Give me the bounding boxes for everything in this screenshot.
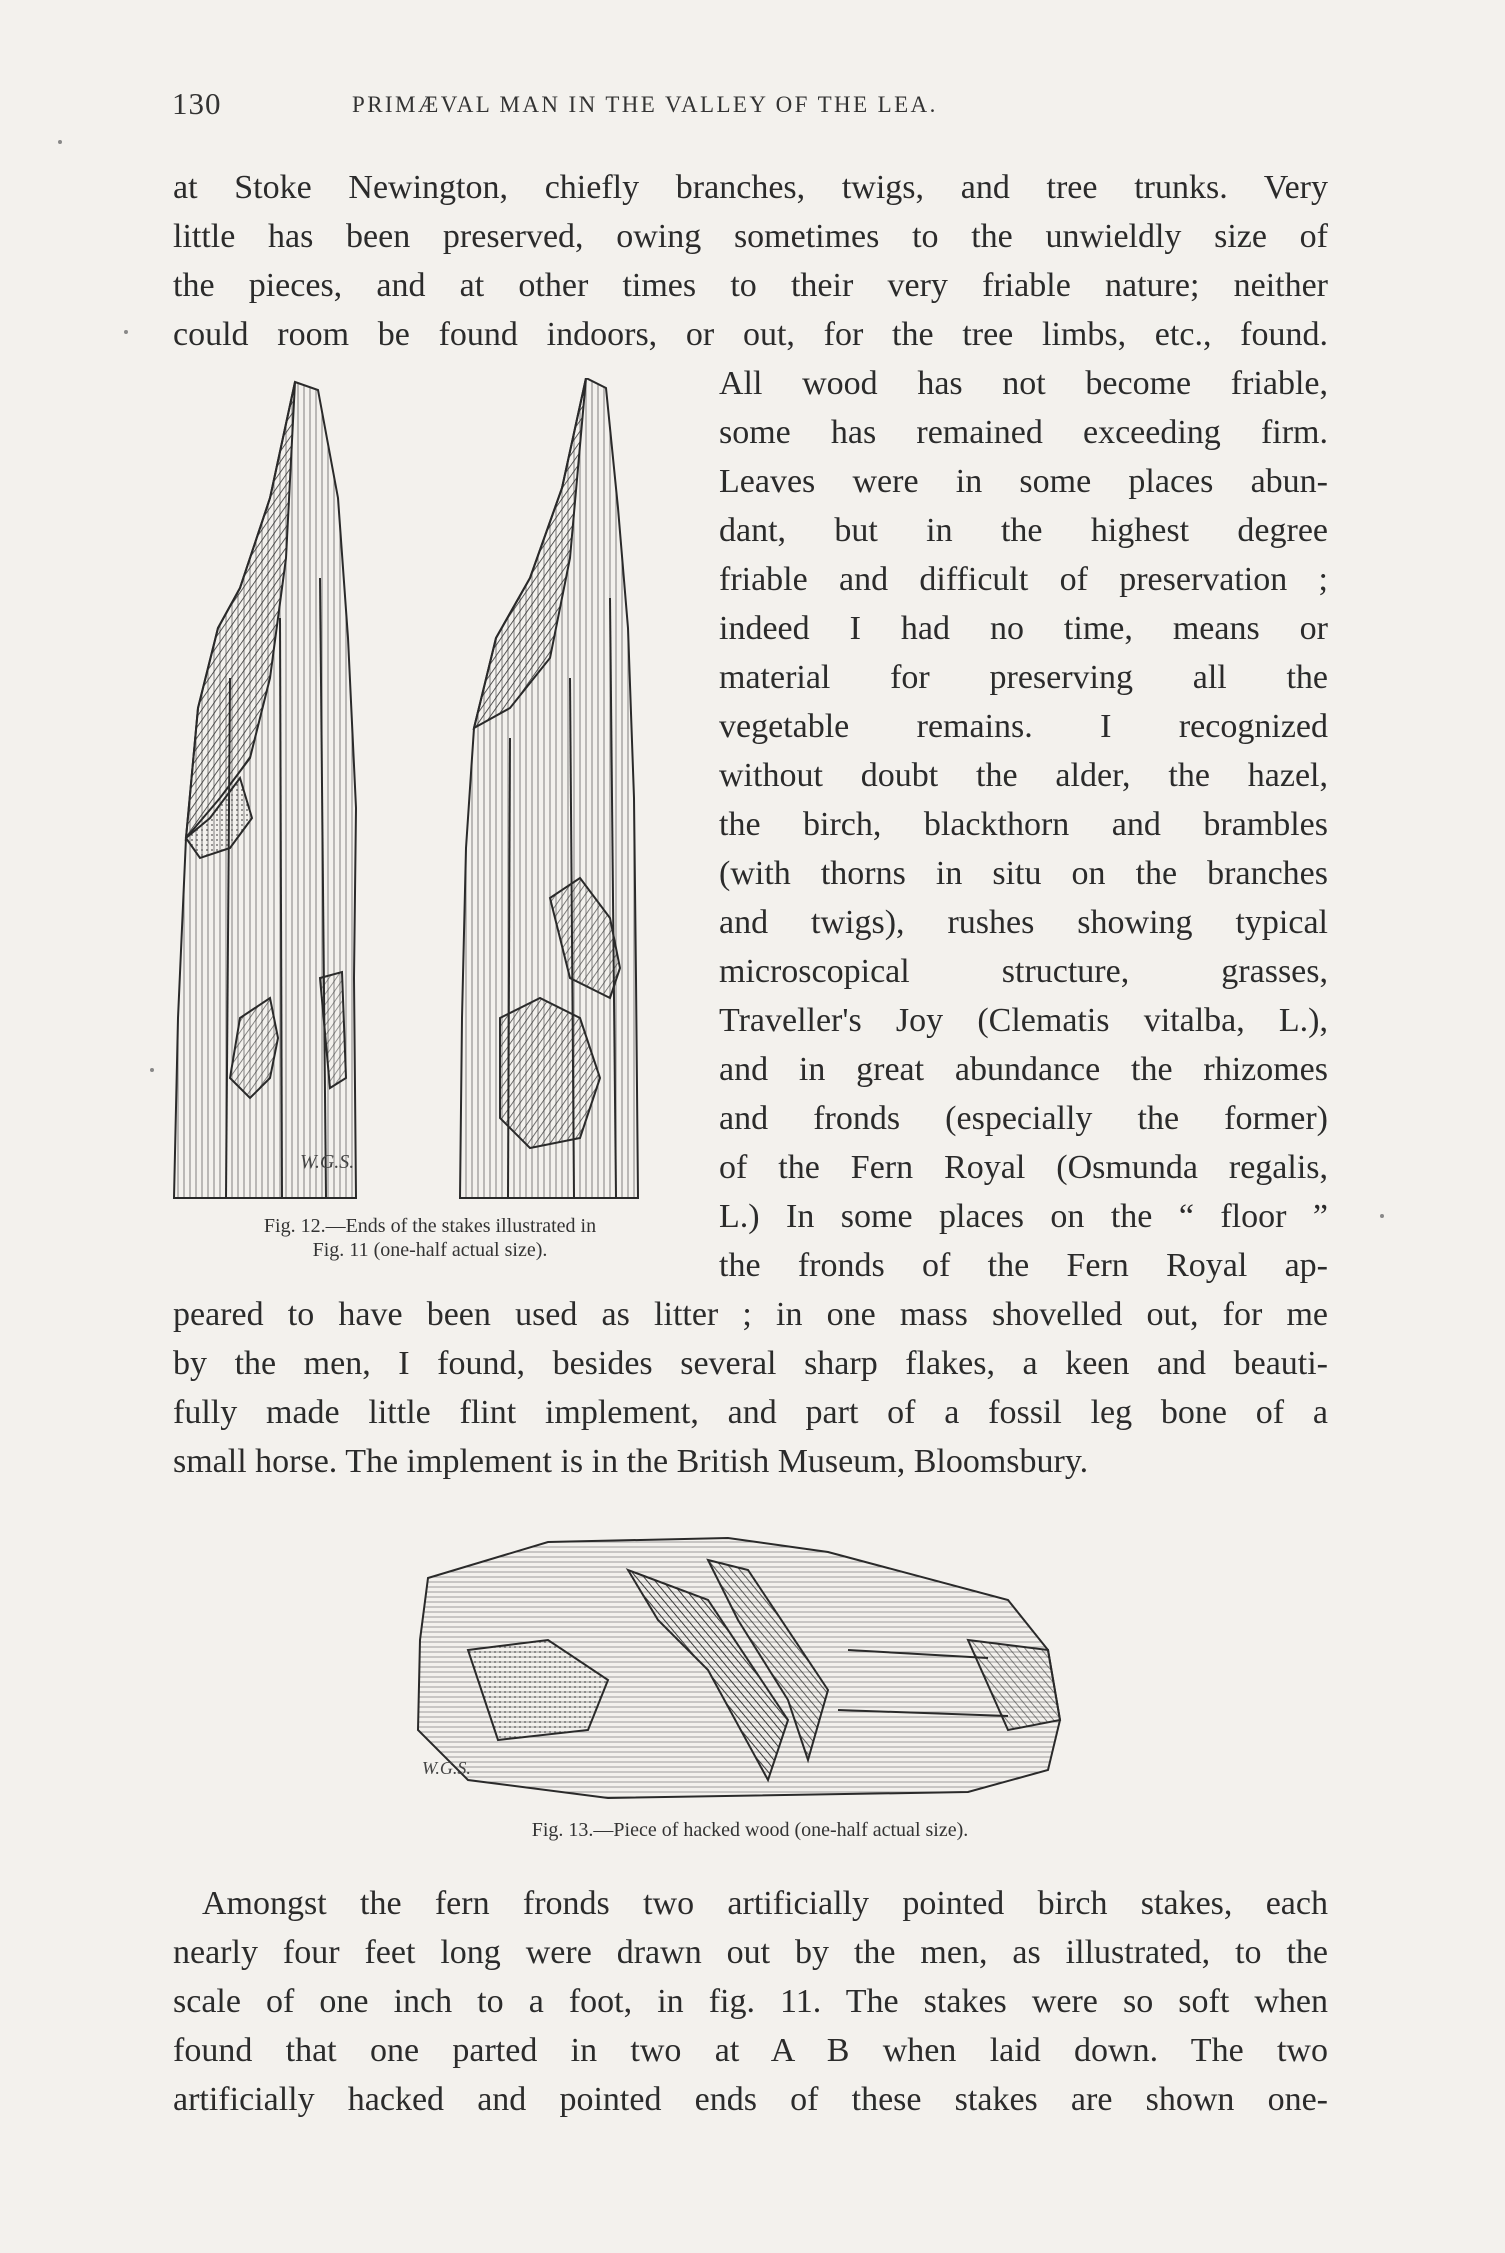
text-line: artificially hacked and pointed ends of these stakes are shown one-	[173, 2081, 1328, 2118]
text-line: could room be found indoors, or out, for the tree limbs, etc., found.	[173, 316, 1328, 353]
text-line: Amongst the fern fronds two artificially pointed birch stakes, each	[202, 1885, 1328, 1922]
paper-speck	[124, 330, 128, 334]
text-line: vegetable remains. I recognized	[719, 708, 1328, 745]
text-line: Traveller's Joy (Clematis vitalba, L.),	[719, 1002, 1328, 1039]
figure-13-caption: Fig. 13.—Piece of hacked wood (one-half actual size).	[531, 1819, 969, 1841]
text-line: L.) In some places on the “ floor ”	[719, 1198, 1328, 1235]
text-line: and fronds (especially the former)	[719, 1100, 1328, 1137]
figure-13-hacked-wood-engraving	[408, 1530, 1068, 1804]
text-line: microscopical structure, grasses,	[719, 953, 1328, 990]
text-line: material for preserving all the	[719, 659, 1328, 696]
text-line: some has remained exceeding firm.	[719, 414, 1328, 451]
text-line: found that one parted in two at A B when laid down. The two	[173, 2032, 1328, 2069]
text-line: of the Fern Royal (Osmunda regalis,	[719, 1149, 1328, 1186]
text-line: nearly four feet long were drawn out by the men, as illustrated, to the	[173, 1934, 1328, 1971]
figure-12-caption-line1: Fig. 12.—Ends of the stakes illustrated in	[263, 1215, 597, 1237]
text-line: and twigs), rushes showing typical	[719, 904, 1328, 941]
running-header	[172, 86, 1332, 126]
text-line: and in great abundance the rhizomes	[719, 1051, 1328, 1088]
text-line: the pieces, and at other times to their very friable nature; neither	[173, 267, 1328, 304]
left-stake	[174, 382, 356, 1198]
page-number: 130	[172, 86, 222, 121]
text-line: small horse. The implement is in the British Museum, Bloomsbury.	[173, 1443, 1089, 1480]
text-line: scale of one inch to a foot, in fig. 11. The stakes were so soft when	[173, 1983, 1328, 2020]
running-title: PRIMÆVAL MAN IN THE VALLEY OF THE LEA.	[352, 92, 938, 117]
figure-12-caption-line2: Fig. 11 (one-half actual size).	[312, 1239, 548, 1261]
paper-speck	[150, 1068, 154, 1072]
paper-speck	[1380, 1214, 1384, 1218]
text-line: fully made little flint implement, and part of a fossil leg bone of a	[173, 1394, 1328, 1431]
figure-12-stakes-engraving	[170, 378, 684, 1200]
text-line: the birch, blackthorn and brambles	[719, 806, 1328, 843]
text-line: friable and difficult of preservation ;	[719, 561, 1328, 598]
text-line: Leaves were in some places abun-	[719, 463, 1328, 500]
text-line: All wood has not become friable,	[719, 365, 1328, 402]
figure-12-caption	[172, 1214, 688, 1262]
text-line: (with thorns in situ on the branches	[719, 855, 1328, 892]
text-line: without doubt the alder, the hazel,	[719, 757, 1328, 794]
text-line: dant, but in the highest degree	[719, 512, 1328, 549]
text-line: the fronds of the Fern Royal ap-	[719, 1247, 1328, 1284]
right-stake	[460, 378, 638, 1198]
text-line: peared to have been used as litter ; in one mass shovelled out, for me	[173, 1296, 1328, 1333]
text-line: at Stoke Newington, chiefly branches, twigs, and tree trunks. Very	[173, 169, 1328, 206]
paper-speck	[58, 140, 62, 144]
text-line: by the men, I found, besides several sharp flakes, a keen and beauti-	[173, 1345, 1328, 1382]
fig13-engraver-mark: W.G.S.	[422, 1758, 471, 1778]
hacked-wood-block	[418, 1538, 1060, 1798]
text-line: indeed I had no time, means or	[719, 610, 1328, 647]
fig12-engraver-mark: W.G.S.	[300, 1151, 355, 1173]
text-line: little has been preserved, owing sometimes to the unwieldly size of	[173, 218, 1328, 255]
